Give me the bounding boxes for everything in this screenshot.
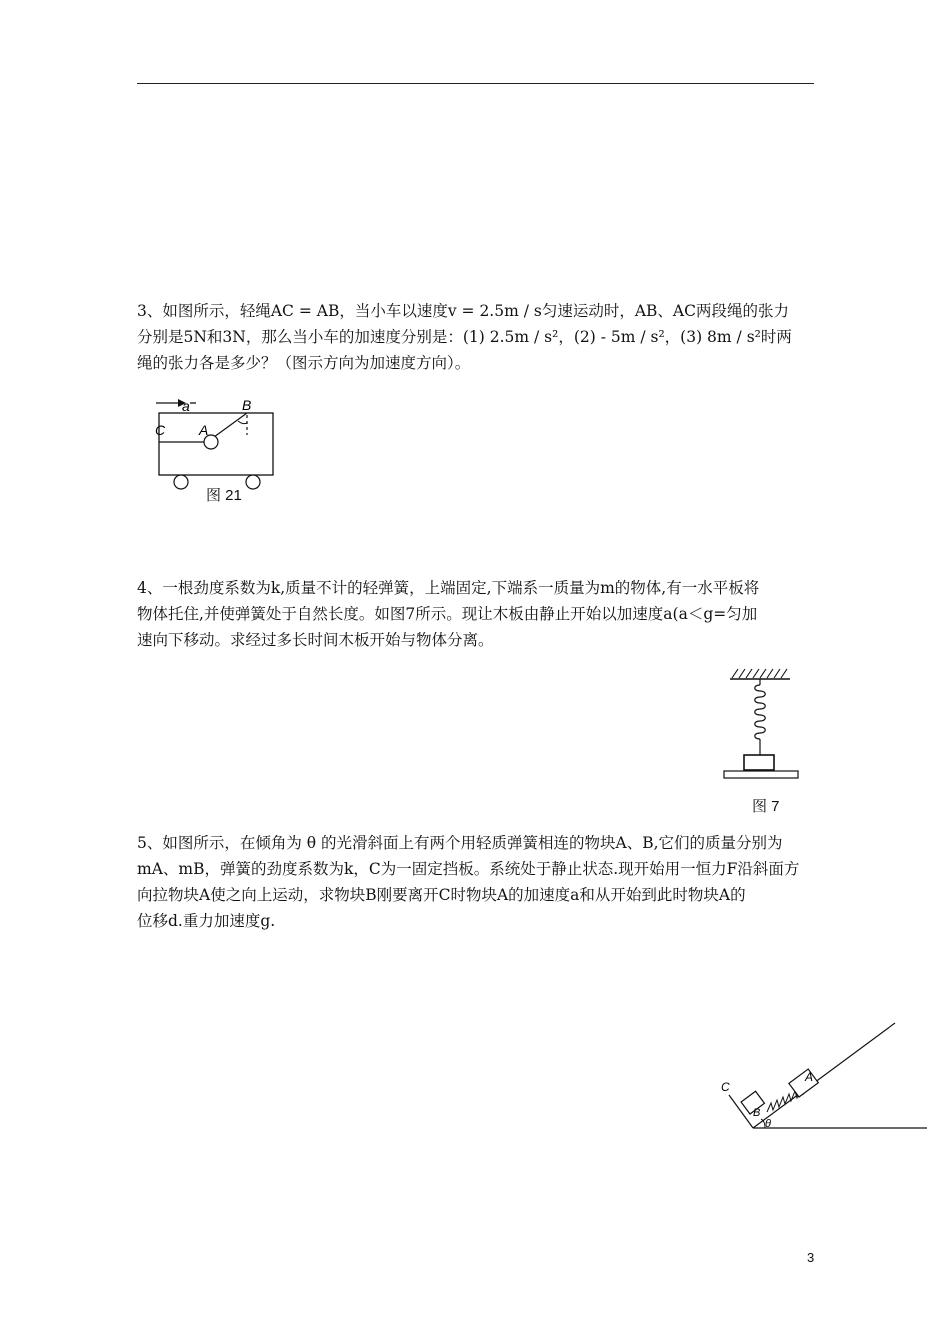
barrier-c-label: C xyxy=(721,1080,730,1094)
wheel-left xyxy=(174,475,188,489)
problem-5-text xyxy=(137,830,817,934)
problem-3-line-1: 3、如图所示，轻绳AC = AB，当小车以速度v = 2.5m / s匀速运动时，AB、AC两段绳的张力 xyxy=(137,302,789,320)
problem-5-line-1: 5、如图所示，在倾角为 θ 的光滑斜面上有两个用轻质弹簧相连的物块A、B,它们的质量分别为 xyxy=(137,834,783,852)
accel-label: a xyxy=(182,398,190,414)
problem-4-text xyxy=(137,575,817,653)
figure-7-spring-diagram xyxy=(720,665,805,785)
block-b-label: B xyxy=(753,1107,761,1119)
theta-label: θ xyxy=(765,1118,771,1130)
header-rule xyxy=(137,83,814,84)
problem-5-line-4: 位移d.重力加速度g. xyxy=(137,912,276,930)
problem-4-line-3: 速向下移动。求经过多长时间木板开始与物体分离。 xyxy=(137,631,494,649)
mass-block xyxy=(744,755,774,770)
problem-3-text xyxy=(137,298,817,376)
page-number: 3 xyxy=(807,1250,815,1265)
wheel-right xyxy=(246,475,260,489)
problem-4-line-2: 物体托住,并使弹簧处于自然长度。如图7所示。现让木板由静止开始以加速度a(a＜g=匀加 xyxy=(137,605,758,623)
point-c-label: C xyxy=(155,422,166,438)
problem-4-line-1: 4、一根劲度系数为k,质量不计的轻弹簧，上端固定,下端系一质量为m的物体,有一水平板将 xyxy=(137,579,760,597)
figure-7-caption: 图 7 xyxy=(752,798,780,815)
figure-21-caption: 图 21 xyxy=(206,487,242,504)
support-plate xyxy=(724,771,798,778)
point-b-label: B xyxy=(242,397,252,413)
block-a xyxy=(789,1069,818,1097)
spring xyxy=(755,685,766,739)
figure-21-cart-diagram xyxy=(150,395,280,495)
problem-5-line-2: mA、mB，弹簧的劲度系数为k，C为一固定挡板。系统处于静止状态.现开始用一恒力F沿斜面方 xyxy=(137,860,800,878)
block-a-label: A xyxy=(805,1070,814,1084)
problem-3-line-2: 分别是5N和3N，那么当小车的加速度分别是：(1) 2.5m / s²，(2) - 5m / s²，(3) 8m / s²时两 xyxy=(137,328,792,346)
point-a-label: A xyxy=(199,422,209,438)
problem-5-line-3: 向拉物块A使之向上运动，求物块B刚要离开C时物块A的加速度a和从开始到此时物块A的 xyxy=(137,886,746,904)
problem-3-line-3: 绳的张力各是多少？（图示方向为加速度方向）。 xyxy=(137,354,471,372)
incline-diagram xyxy=(715,1015,935,1140)
